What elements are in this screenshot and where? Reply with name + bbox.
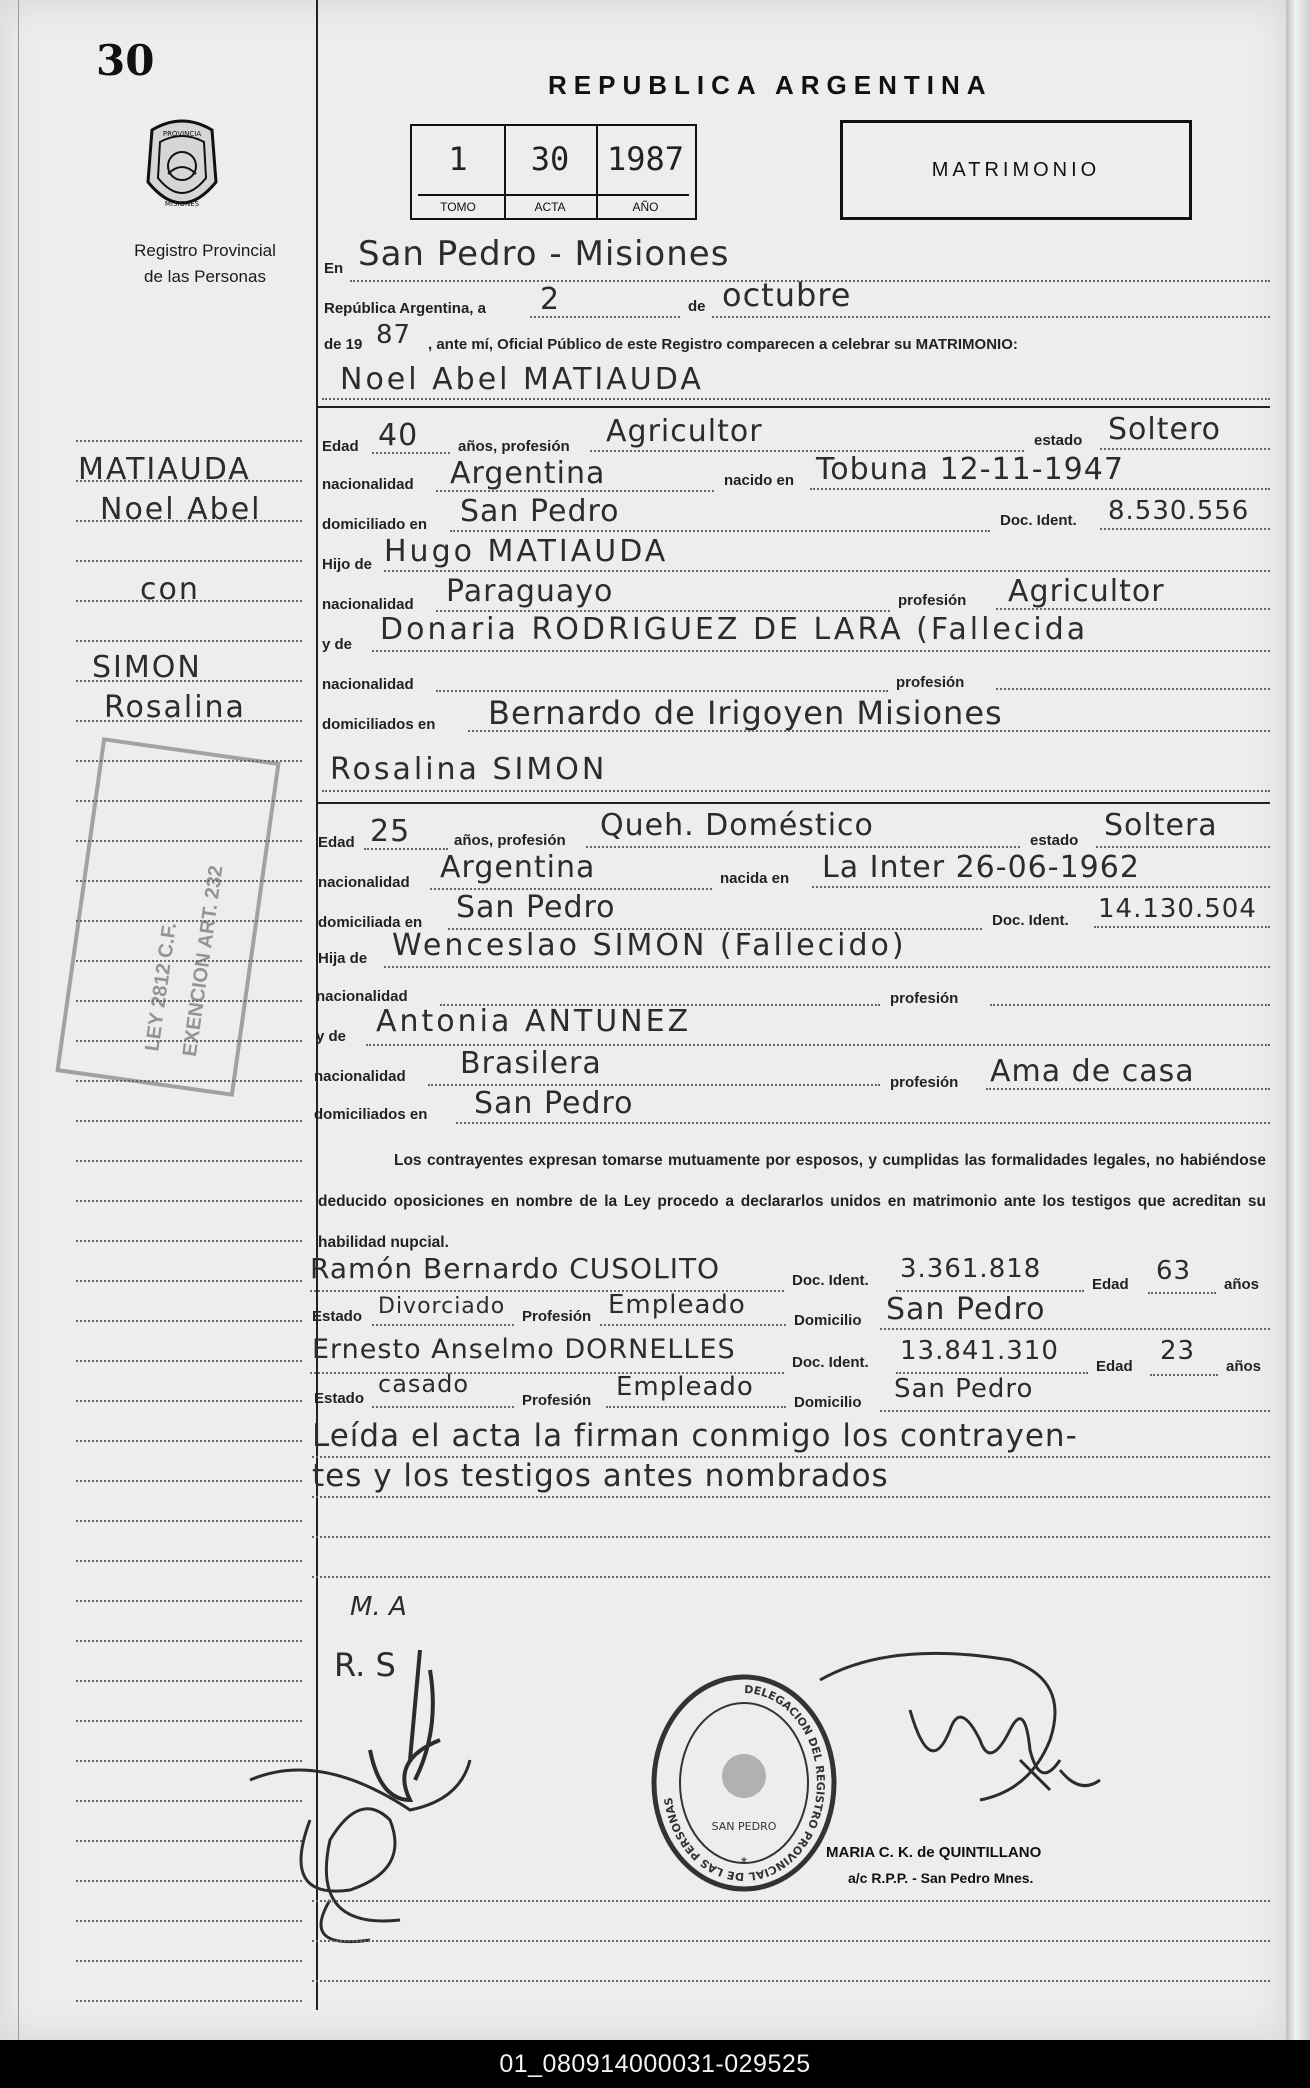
provincial-crest-icon [140, 112, 224, 224]
groom-father-nationality: Paraguayo [446, 574, 614, 609]
witness-1-address: San Pedro [886, 1292, 1046, 1327]
margin-rule-line [76, 1200, 302, 1202]
groom-profession: Agricultor [606, 414, 763, 449]
margin-rule-line [76, 1960, 302, 1962]
en-label: En [324, 260, 344, 277]
margin-rule-line [76, 920, 302, 922]
republica-label: República Argentina, a [324, 300, 486, 317]
groom-marital-status: Soltero [1108, 412, 1221, 447]
bride-parents-address: San Pedro [474, 1086, 634, 1121]
witness-1-profession: Empleado [608, 1290, 746, 1320]
margin-rule-line [76, 1480, 302, 1482]
witness-1-marital-status: Divorciado [378, 1294, 506, 1319]
witness-2-age: 23 [1160, 1336, 1196, 1366]
margin-rule-line [76, 1840, 302, 1842]
binding-edge [1286, 0, 1310, 2040]
document-page: 30 PROVINCIA MISIONES Registro Provincial de las Personas REPUBLICA ARGENTINA 1 TOMO 30 ACTA 1987 AÑO MATRIMONIO En San Pedro - Misiones República Argentina, a 2 de octubre de 19 87 , ante mí, Oficial Público de este Registro comparecen a celebrar su MATRIMONIO: Noel Abel MATIAUDA Edad 40 años, profesión Agricultor estado Soltero nacionalidad Argentina nacido en Tobuna 12-11-1947 domiciliado en San Pedro Doc. Ident. 8.530.556 Hijo de Hugo MATIAUDA nacionalidad Paraguayo profesión Agricultor y de Donaria RODRIGUEZ DE LARA (Fallecida nacionalidad profesión domiciliados en Bernardo de Irigoyen Misiones Rosalina SIMON Edad 25 años, profesión Queh. Doméstico estado Soltera nacionalidad Argentina nacida en La Inter 26-06-1962 domiciliada en San Pedro Doc. Ident. 14.130.504 Hija de Wenceslao SIMON (Fallecido) nacionalidad profesión y de Antonia ANTUNEZ nacionalidad Brasilera profesión Ama de casa domiciliados en San Pedro Los contrayentes expresan tomarse mutuamente por esposos, y cumplidas las formalidades legales, no habiéndose deducido oposiciones en nombre de la Ley procedo a declararlos unidos en matrimonio ante los testigos que acreditan su habilidad nupcial. Ramón Bernardo CUSOLITO Doc. Ident. 3.361.818 Edad 63 años Estado Divorciado Profesión Empleado Domicilio San Pedro Ernesto Anselmo DORNELLES Doc. Ident. 13.841.310 Edad 23 años Estado casado Profesión Empleado Domicilio San Pedro Leída el acta la firman conmigo los contrayen- tes y los testigos antes nombrados MATIAUDA Noel Abel con SIMON Rosalina LEY 2812 C.F. EXENCION ART. 232 M. A R. S DELEGACION DEL REGISTRO PROVINCIAL DE LAS PERSONAS SAN PEDRO * MARIA C. K. de QUINTILLANO a/c R.P.P. - San Pedro Mnes. [0, 0, 1286, 2040]
margin-rule-line [76, 1040, 302, 1042]
svg-text:SAN PEDRO: SAN PEDRO [711, 1820, 777, 1833]
margin-rule-line [76, 1000, 302, 1002]
groom-address: San Pedro [460, 494, 620, 529]
margin-rule-line [76, 1600, 302, 1602]
acta-cell: 30 ACTA [504, 126, 598, 218]
de-label: de [688, 298, 706, 315]
officer-signature-icon [810, 1620, 1110, 1820]
margin-con: con [140, 572, 200, 607]
margin-rule-line [76, 1560, 302, 1562]
margin-rule-line [76, 1920, 302, 1922]
margin-rule-line [76, 1680, 302, 1682]
margin-rule-line [76, 560, 302, 562]
anio-cell: 1987 AÑO [606, 140, 685, 214]
bride-birthplace-date: La Inter 26-06-1962 [822, 850, 1140, 885]
left-page-rule [18, 0, 19, 2040]
margin-rule-line [76, 2000, 302, 2002]
place-value: San Pedro - Misiones [358, 234, 730, 274]
closing-note-line1: Leída el acta la firman conmigo los contrayen- [312, 1418, 1078, 1454]
registry-name: Registro Provincial de las Personas [134, 241, 276, 286]
groom-mother: Donaria RODRIGUEZ DE LARA (Fallecida [380, 612, 1089, 647]
witness-1-name: Ramón Bernardo CUSOLITO [310, 1252, 721, 1285]
margin-bride-surname: SIMON [92, 650, 202, 685]
bride-father: Wenceslao SIMON (Fallecido) [392, 928, 907, 963]
law-exemption-stamp: LEY 2812 C.F. EXENCION ART. 232 [55, 737, 280, 1097]
margin-rule-line [76, 600, 302, 602]
officer-statement: , ante mí, Oficial Público de este Registro comparecen a celebrar su MATRIMONIO: [428, 336, 1018, 353]
margin-rule-line [76, 1520, 302, 1522]
margin-rule-line [76, 520, 302, 522]
closing-note-line2: tes y los testigos antes nombrados [312, 1458, 889, 1494]
groom-age: 40 [378, 418, 419, 453]
margin-rule-line [76, 1880, 302, 1882]
year-prefix-label: de 19 [324, 336, 363, 353]
tomo-cell: 1 TOMO [412, 126, 506, 218]
margin-rule-line [76, 1640, 302, 1642]
groom-parents-address: Bernardo de Irigoyen Misiones [488, 694, 1003, 732]
initials-rs: R. S [334, 1646, 396, 1684]
bride-id-number: 14.130.504 [1098, 894, 1257, 924]
groom-father-profession: Agricultor [1008, 574, 1165, 609]
margin-groom-given-name: Noel Abel [100, 492, 262, 527]
witness-1-age: 63 [1156, 1256, 1192, 1286]
officer-role: a/c R.P.P. - San Pedro Mnes. [848, 1870, 1034, 1886]
year-suffix-value: 87 [376, 320, 412, 350]
margin-rule-line [76, 1360, 302, 1362]
act-type-box: MATRIMONIO [840, 120, 1192, 220]
witness-2-id-number: 13.841.310 [900, 1336, 1059, 1366]
bride-marital-status: Soltera [1104, 808, 1218, 843]
margin-rule-line [76, 1120, 302, 1122]
witness-2-address: San Pedro [894, 1374, 1034, 1404]
svg-text:DELEGACION DEL REGISTRO PROVIN: DELEGACION DEL REGISTRO PROVINCIAL DE LAS PERSONAS [661, 1682, 828, 1884]
groom-father: Hugo MATIAUDA [384, 534, 669, 569]
bride-name: Rosalina SIMON [330, 752, 608, 787]
svg-text:PROVINCIA: PROVINCIA [162, 130, 202, 138]
margin-groom-surname: MATIAUDA [78, 452, 251, 487]
margin-rule-line [76, 1280, 302, 1282]
volume-act-year-box [410, 124, 697, 220]
margin-rule-line [76, 1160, 302, 1162]
file-id-bar [0, 2040, 1310, 2088]
margin-rule-line [76, 880, 302, 882]
declaration-text: Los contrayentes expresan tomarse mutuamente por esposos, y cumplidas las formalidades legales, no habiéndose deducido oposiciones en nombre de la Ley procedo a declararlos unidos en matrimonio ante los testigos que acreditan su habilidad nupcial. [318, 1152, 1266, 1251]
bride-mother-profession: Ama de casa [990, 1054, 1195, 1089]
bride-nationality: Argentina [440, 850, 596, 885]
margin-rule-line [76, 1320, 302, 1322]
margin-rule-line [76, 1440, 302, 1442]
margin-rule-line [76, 1400, 302, 1402]
groom-nationality: Argentina [450, 456, 606, 491]
bride-mother-nationality: Brasilera [460, 1046, 602, 1081]
margin-rule-line [76, 840, 302, 842]
initials-ma: M. A [350, 1592, 407, 1622]
margin-rule-line [76, 440, 302, 442]
groom-name: Noel Abel MATIAUDA [340, 362, 704, 397]
margin-rule-line [76, 480, 302, 482]
margin-rule-line [76, 1080, 302, 1082]
witness-2-profession: Empleado [616, 1372, 754, 1402]
witness-2-name: Ernesto Anselmo DORNELLES [312, 1334, 736, 1365]
margin-bride-given-name: Rosalina [104, 690, 246, 725]
margin-rule-line [76, 640, 302, 642]
witness-2-marital-status: casado [378, 1370, 470, 1398]
witness-1-id-number: 3.361.818 [900, 1254, 1042, 1284]
margin-rule-line [76, 800, 302, 802]
page-number: 30 [96, 36, 155, 85]
svg-text:MISIONES: MISIONES [164, 200, 200, 208]
day-value: 2 [540, 282, 561, 317]
margin-rule-line [76, 960, 302, 962]
svg-text:*: * [740, 1855, 748, 1872]
margin-rule-line [76, 1800, 302, 1802]
officer-name: MARIA C. K. de QUINTILLANO [826, 1844, 1042, 1861]
bride-age: 25 [370, 814, 411, 849]
margin-rule-line [76, 1720, 302, 1722]
month-value: octubre [722, 276, 852, 314]
margin-rule-line [76, 680, 302, 682]
margin-rule-line [76, 760, 302, 762]
bride-mother: Antonia ANTUNEZ [376, 1004, 692, 1039]
margin-rule-line [76, 720, 302, 722]
groom-birthplace-date: Tobuna 12-11-1947 [816, 452, 1124, 487]
bride-profession: Queh. Doméstico [600, 808, 874, 843]
country-title: REPUBLICA ARGENTINA [548, 70, 993, 100]
margin-rule-line [76, 1760, 302, 1762]
margin-rule-line [76, 1240, 302, 1242]
file-id: 01_080914000031-029525 [499, 2049, 811, 2078]
groom-id-number: 8.530.556 [1108, 496, 1250, 526]
bride-address: San Pedro [456, 890, 616, 925]
